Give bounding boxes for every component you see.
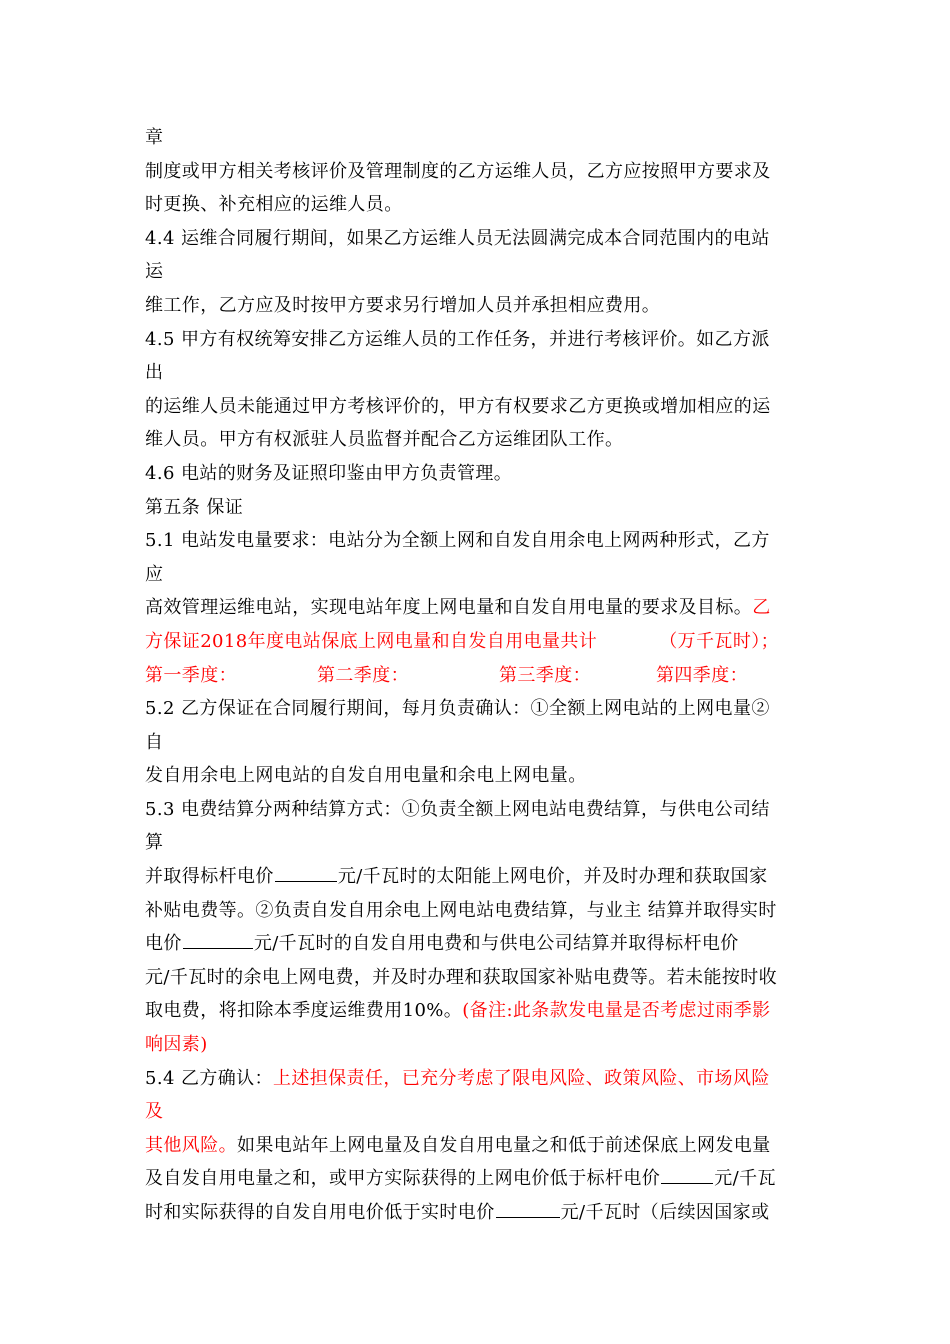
remark-text: 响因素) [145, 1034, 208, 1056]
document-body [145, 121, 815, 1230]
text-line: 运 [145, 261, 164, 283]
text-line: 的运维人员未能通过甲方考核评价的，甲方有权要求乙方更换或增加相应的运 [145, 395, 771, 417]
text-line: 时更换、补充相应的运维人员。 [145, 194, 403, 216]
highlighted-text: 方保证2018年度电站保底上网电量和自发自用电量共计 [145, 630, 598, 652]
highlighted-text: 乙 [752, 597, 771, 619]
highlighted-text: 及 [145, 1101, 164, 1123]
clause-5-4 [145, 1062, 815, 1096]
text-line: 补贴电费等。②负责自发自用余电上网电站电费结算，与业主 结算并取得实时 [145, 899, 777, 921]
text-line [145, 994, 815, 1028]
text-span: 高效管理运维电站，实现电站年度上网电量和自发自用电量的要求及目标。 [145, 597, 753, 619]
text-line: 算 [145, 832, 164, 854]
fill-blank[interactable] [275, 863, 337, 882]
text-line [145, 860, 815, 894]
text-span: 如果电站年上网电量及自发自用电量之和低于前述保底上网发电量 [237, 1134, 771, 1156]
text-line: 章 [145, 127, 164, 148]
clause-5-1: 5.1 电站发电量要求：电站分为全额上网和自发自用余电上网两种形式，乙方 [145, 530, 770, 552]
quarter-line [145, 659, 815, 693]
text-line: 元/千瓦时的余电上网电费，并及时办理和获取国家补贴电费等。若未能按时收 [145, 966, 778, 988]
text-span: 元/千瓦时（后续因国家或 [560, 1202, 770, 1223]
quarter-label-2: 第二季度： [317, 664, 409, 686]
text-line [145, 1162, 815, 1196]
clause-5-3: 5.3 电费结算分两种结算方式：①负责全额上网电站电费结算，与供电公司结 [145, 798, 770, 820]
highlighted-text: 其他风险。 [145, 1134, 237, 1156]
text-span: 元/千瓦时的太阳能上网电价，并及时办理和获取国家 [337, 866, 768, 888]
text-line: 应 [145, 563, 164, 585]
text-span: 5.4 乙方确认： [145, 1067, 273, 1089]
fill-blank[interactable] [183, 930, 253, 949]
guarantee-line [145, 625, 815, 659]
text-span: 时和实际获得的自发自用电价低于实时电价 [145, 1202, 495, 1223]
quarter-label-4: 第四季度： [656, 664, 748, 686]
fill-blank[interactable] [496, 1199, 560, 1218]
clause-5-2: 5.2 乙方保证在合同履行期间，每月负责确认：①全额上网电站的上网电量② [145, 698, 770, 720]
highlighted-text: （万千瓦时）； [659, 630, 780, 652]
quarter-label-1: 第一季度： [145, 664, 237, 686]
text-span: 并取得标杆电价 [145, 866, 274, 888]
clause-4-4: 4.4 运维合同履行期间，如果乙方运维人员无法圆满完成本合同范围内的电站 [145, 227, 770, 249]
highlighted-text: 上述担保责任，已充分考虑了限电风险、政策风险、市场风险 [272, 1067, 770, 1089]
fill-blank[interactable] [661, 1165, 713, 1184]
text-line [145, 591, 815, 625]
text-line [145, 927, 815, 961]
article-5-heading: 第五条 保证 [145, 496, 244, 518]
text-line [145, 1129, 815, 1163]
text-span: 及自发自用电量之和，或甲方实际获得的上网电价低于标杆电价 [145, 1168, 661, 1190]
clause-4-5: 4.5 甲方有权统筹安排乙方运维人员的工作任务，并进行考核评价。如乙方派 [145, 328, 770, 350]
text-line: 自 [145, 731, 164, 753]
text-span: 取电费，将扣除本季度运维费用10%。 [145, 1000, 463, 1022]
quarter-label-3: 第三季度： [499, 664, 591, 686]
text-line: 出 [145, 362, 164, 384]
clause-4-6: 4.6 电站的财务及证照印鉴由甲方负责管理。 [145, 462, 513, 484]
text-line: 发自用余电上网电站的自发自用电量和余电上网电量。 [145, 765, 587, 787]
text-line: 维人员。甲方有权派驻人员监督并配合乙方运维团队工作。 [145, 429, 624, 451]
text-line: 维工作，乙方应及时按甲方要求另行增加人员并承担相应费用。 [145, 294, 661, 316]
text-span: 电价 [145, 933, 182, 955]
remark-text: (备注:此条款发电量是否考虑过雨季影 [462, 1000, 771, 1022]
text-line [145, 1196, 815, 1230]
text-line: 制度或甲方相关考核评价及管理制度的乙方运维人员，乙方应按照甲方要求及 [145, 160, 771, 182]
text-span: 元/千瓦 [714, 1168, 776, 1190]
text-span: 元/千瓦时的自发自用电费和与供电公司结算并取得标杆电价 [253, 933, 739, 955]
